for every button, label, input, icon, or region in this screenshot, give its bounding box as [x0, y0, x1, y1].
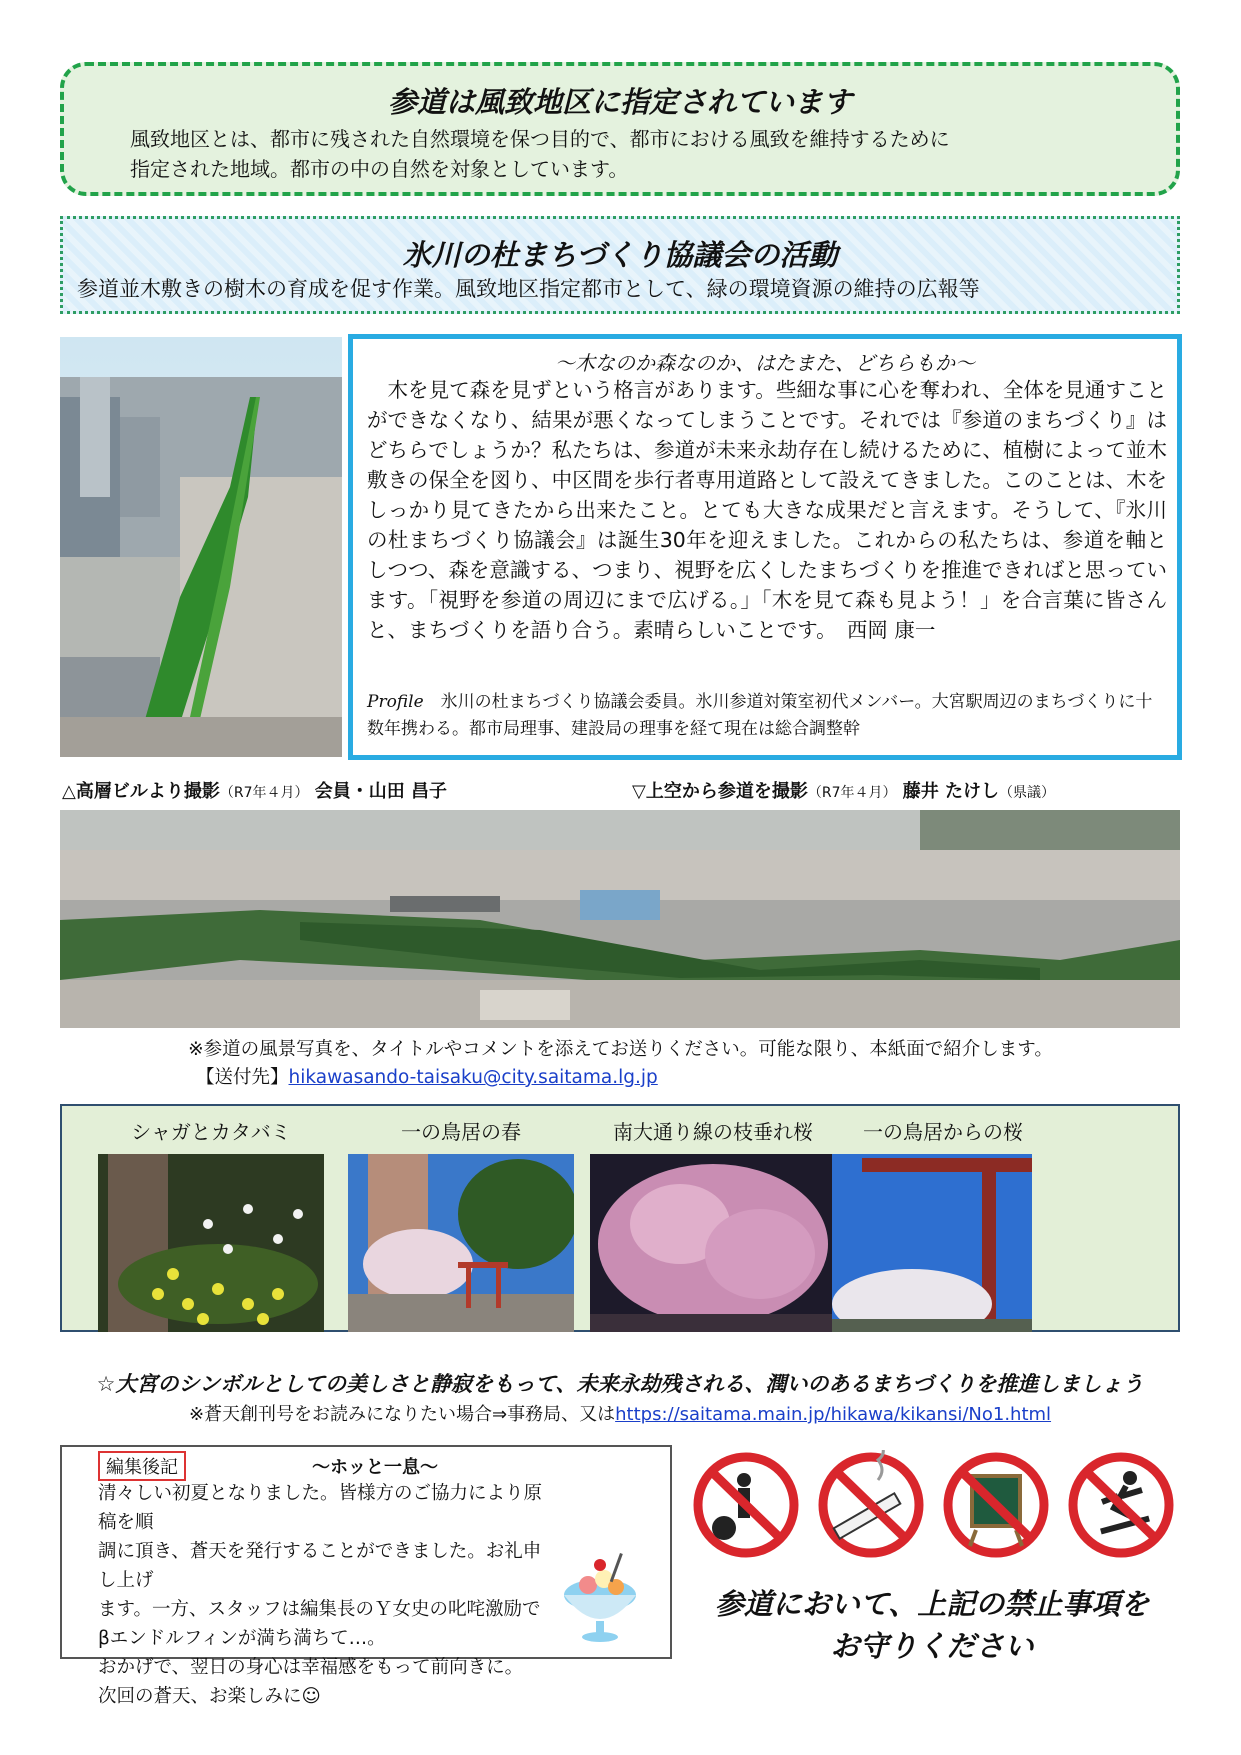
no-littering-icon	[698, 1457, 794, 1553]
right-caption-role: （県議）	[999, 785, 1056, 801]
editor-line-3: ます。一方、スタッフは編集長のＹ女史の叱咤激励で	[98, 1599, 541, 1620]
editor-note-box	[60, 1445, 672, 1707]
activity-box	[60, 216, 1180, 314]
gallery-caption-4: 一の鳥居からの桜	[863, 1120, 1023, 1144]
no-signboard-icon	[948, 1457, 1044, 1553]
left-caption-author: 会員・山田 昌子	[314, 781, 448, 802]
scenic-district-text	[130, 124, 950, 184]
photo-request-note: ※参道の風景写真を、タイトルやコメントを添えてお送りください。可能な限り、本紙面で紹介します。	[188, 1039, 1053, 1060]
weeping-cherry-photo	[590, 1154, 836, 1332]
aerial-photo	[60, 810, 1180, 1028]
essay-title: ～木なのか森なのか、はたまた、どちらもか～	[555, 351, 975, 375]
prohibition-signs	[682, 1450, 1182, 1560]
right-caption-main: ▽上空から参道を撮影	[632, 781, 808, 802]
gallery-panel	[60, 1104, 1180, 1332]
editor-note-heading: ～ホッと一息～	[312, 1457, 438, 1478]
profile-label: Profile	[367, 692, 424, 712]
editor-line-4: βエンドルフィンが満ち満ちて…。	[98, 1628, 386, 1649]
high-rise-photo	[60, 337, 342, 757]
scenic-line-1: 風致地区とは、都市に残された自然環境を保つ目的で、都市における風致を維持するために	[130, 127, 950, 151]
right-caption-date: （R7年４月）	[807, 785, 897, 801]
photo-request-address	[196, 1063, 658, 1089]
back-issue-note	[60, 1400, 1180, 1426]
essay-profile	[367, 689, 1167, 743]
scenic-line-2: 指定された地域。都市の中の自然を対象としています。	[130, 157, 629, 181]
activity-text: 参道並木敷きの樹木の育成を促す作業。風致地区指定都市として、緑の環境資源の維持の広報等	[77, 277, 980, 301]
left-caption-date: （R7年４月）	[219, 785, 309, 801]
left-caption-main: △高層ビルより撮影	[62, 781, 220, 802]
no-smoking-icon	[823, 1450, 919, 1553]
rules-line-1: 参道において、上記の禁止事項を	[714, 1587, 1150, 1621]
submission-email-link[interactable]: hikawasando-taisaku@city.saitama.lg.jp	[288, 1067, 658, 1088]
gallery-caption-2: 一の鳥居の春	[401, 1120, 521, 1144]
editor-note-tag: 編集後記	[98, 1451, 186, 1481]
cherry-from-torii-photo	[832, 1154, 1032, 1332]
right-caption-author: 藤井 たけし	[902, 781, 1000, 802]
parfait-icon	[550, 1545, 650, 1645]
gallery-caption-3: 南大通り線の枝垂れ桜	[613, 1120, 813, 1144]
back-issue-link[interactable]: https://saitama.main.jp/hikawa/kikansi/No1.html	[615, 1404, 1052, 1425]
editor-line-2: 調に頂き、蒼天を発行することができました。お礼申し上げ	[98, 1541, 542, 1591]
essay-body: 木を見て森を見ずという格言があります。些細な事に心を奪われ、全体を見通すことができなくなり、結果が悪くなってしまうことです。それでは『参道のまちづくり』はどちらでしょうか？私たちは、参道が未来永劫存在し続けるために、植樹によって並木敷きの保全を図り、中区間を歩行者専用道路として設えてきました。このことは、木をしっかり見てきたから出来たこと。とても大きな成果だと言えます。そうして、『氷川の杜まちづくり協議会』は誕生30年を迎えました。これからの私たちは、参道を軸としつつ、森を意識する、つまり、視野を広くしたまちづくりを推進できればと思っています。「視野を参道の周辺にまで広げる。」「木を見て森も見よう！」を合言葉に皆さんと、まちづくりを語り合う。素晴らしいことです。 西岡 康一	[367, 378, 1167, 642]
slogan: ☆大宮のシンボルとしての美しさと静寂をもって、未来永劫残される、潤いのあるまちづくりを推進しましょう	[96, 1372, 1144, 1396]
first-torii-spring-photo	[348, 1154, 574, 1332]
iris-flowers-photo	[98, 1154, 324, 1332]
essay-frame	[348, 334, 1182, 760]
send-to-label: 【送付先】	[196, 1067, 289, 1088]
editor-line-6: 次回の蒼天、お楽しみに☺	[98, 1686, 321, 1707]
left-photo-caption	[62, 777, 447, 803]
editor-line-5: おかげで、翌日の身心は幸福感をもって前向きに。	[98, 1657, 524, 1678]
activity-title: 氷川の杜まちづくり協議会の活動	[402, 238, 838, 272]
right-photo-caption	[632, 777, 1055, 803]
no-skateboarding-icon	[1073, 1457, 1169, 1553]
scenic-district-title: 参道は風致地区に指定されています	[387, 85, 852, 119]
scenic-district-box	[60, 62, 1180, 196]
profile-text: 氷川の杜まちづくり協議会委員。氷川参道対策室初代メンバー。大宮駅周辺のまちづくりに十数年携わる。都市局理事、建設局の理事を経て現在は総合調整幹	[367, 692, 1153, 739]
rules-line-2: お守りください	[830, 1629, 1034, 1663]
editor-line-1: 清々しい初夏となりました。皆様方のご協力により原稿を順	[98, 1483, 543, 1533]
editor-note-body	[98, 1479, 548, 1711]
gallery-caption-1: シャガとカタバミ	[131, 1120, 291, 1144]
rules-notice	[682, 1583, 1182, 1667]
back-issue-text: ※蒼天創刊号をお読みになりたい場合⇒事務局、又は	[188, 1404, 616, 1425]
